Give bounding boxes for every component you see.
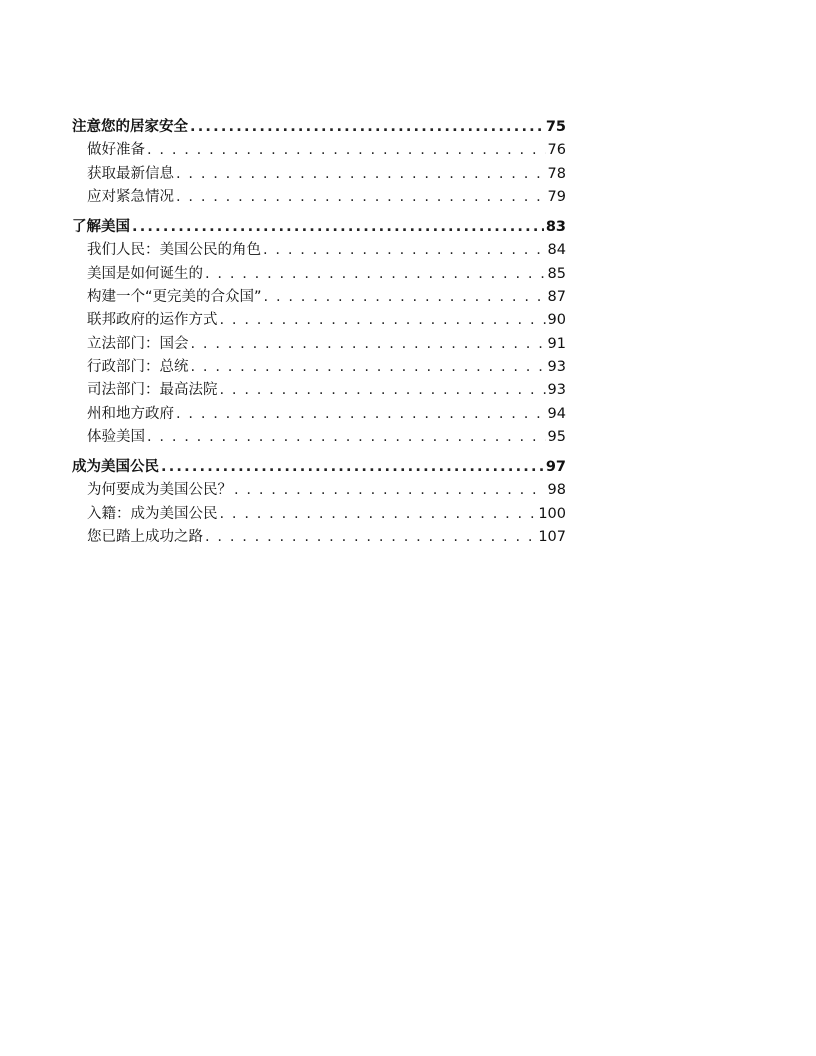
toc-entry-title: 做好准备 — [87, 142, 145, 159]
toc-section-home-safety — [72, 116, 566, 209]
toc-page-number: 83 — [545, 219, 566, 236]
dot-leader — [176, 186, 546, 209]
toc-entry[interactable] — [72, 356, 566, 379]
dot-leader — [161, 456, 544, 479]
toc-entry[interactable] — [72, 479, 566, 502]
toc-entry-title: 应对紧急情况 — [87, 188, 174, 205]
toc-page-number: 91 — [547, 335, 566, 352]
toc-heading-title: 注意您的居家安全 — [72, 119, 188, 135]
dot-leader — [220, 379, 546, 402]
toc-section-learn-us — [72, 216, 566, 449]
toc-entry-title: 司法部门：最高法院 — [87, 382, 218, 399]
toc-entry[interactable] — [72, 286, 566, 309]
dot-leader — [234, 479, 546, 502]
toc-entry-title: 体验美国 — [87, 428, 145, 445]
toc-entry-title: 美国是如何诞生的 — [87, 265, 203, 282]
toc-entry-title: 构建一个“更完美的合众国” — [87, 289, 262, 306]
toc-page-number: 75 — [545, 119, 566, 135]
toc-entry[interactable] — [72, 263, 566, 286]
toc-entry[interactable] — [72, 163, 566, 186]
toc-entry[interactable] — [72, 139, 566, 162]
toc-entry-title: 我们人民：美国公民的角色 — [87, 242, 261, 259]
toc-heading-title: 了解美国 — [72, 219, 130, 236]
toc-page-number: 78 — [547, 165, 566, 182]
toc-entry[interactable] — [72, 379, 566, 402]
dot-leader — [176, 163, 546, 186]
dot-leader — [147, 139, 546, 162]
toc-entry-title: 获取最新信息 — [87, 165, 174, 182]
toc-heading[interactable] — [72, 216, 566, 239]
toc-entry[interactable] — [72, 239, 566, 262]
dot-leader — [191, 333, 546, 356]
toc-entry[interactable] — [72, 403, 566, 426]
dot-leader — [220, 309, 546, 332]
toc-entry[interactable] — [72, 186, 566, 209]
toc-entry-title: 入籍：成为美国公民 — [87, 505, 218, 522]
dot-leader — [263, 239, 546, 262]
toc-entry-title: 州和地方政府 — [87, 405, 174, 422]
dot-leader — [132, 216, 544, 239]
toc-entry[interactable] — [72, 526, 566, 549]
toc-section-citizenship — [72, 456, 566, 549]
dot-leader — [205, 263, 546, 286]
toc-page-number: 87 — [547, 289, 566, 306]
toc-page-number: 93 — [547, 358, 566, 375]
table-of-contents — [72, 116, 566, 556]
toc-entry-title: 联邦政府的运作方式 — [87, 312, 218, 329]
toc-page-number: 107 — [538, 529, 566, 546]
toc-entry[interactable] — [72, 503, 566, 526]
toc-entry-title: 您已踏上成功之路 — [87, 529, 203, 546]
toc-entry[interactable] — [72, 426, 566, 449]
dot-leader — [176, 403, 546, 426]
toc-entry[interactable] — [72, 333, 566, 356]
toc-page-number: 95 — [547, 428, 566, 445]
toc-entry-title: 行政部门：总统 — [87, 358, 189, 375]
toc-entry-title: 为何要成为美国公民？ — [87, 482, 232, 499]
dot-leader — [205, 526, 536, 549]
toc-page-number: 94 — [547, 405, 566, 422]
toc-page-number: 97 — [545, 459, 566, 476]
dot-leader — [147, 426, 546, 449]
toc-page-number: 76 — [547, 142, 566, 159]
toc-page-number: 90 — [547, 312, 566, 329]
toc-page-number: 93 — [547, 382, 566, 399]
toc-heading-title: 成为美国公民 — [72, 459, 159, 476]
toc-page-number: 85 — [547, 265, 566, 282]
toc-page-number: 84 — [547, 242, 566, 259]
dot-leader — [190, 116, 544, 139]
toc-entry[interactable] — [72, 309, 566, 332]
dot-leader — [191, 356, 546, 379]
dot-leader — [220, 503, 537, 526]
toc-heading[interactable] — [72, 116, 566, 139]
toc-page-number: 79 — [547, 188, 566, 205]
toc-page-number: 98 — [547, 482, 566, 499]
toc-heading[interactable] — [72, 456, 566, 479]
toc-page-number: 100 — [538, 505, 566, 522]
toc-entry-title: 立法部门：国会 — [87, 335, 189, 352]
dot-leader — [264, 286, 546, 309]
